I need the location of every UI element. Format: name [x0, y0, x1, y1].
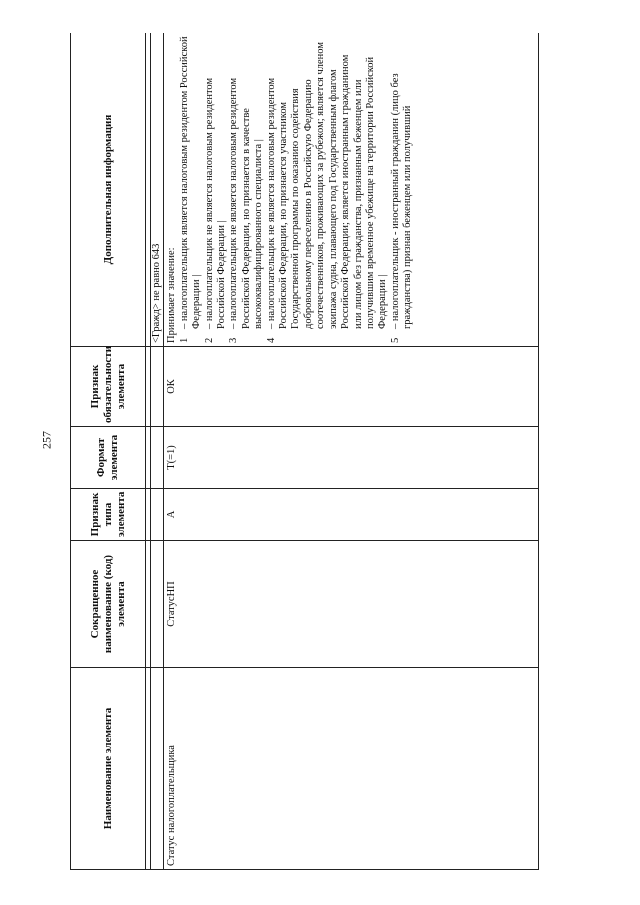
elements-table [70, 33, 539, 870]
cell-short-name: СтатусНП [164, 541, 539, 668]
table-header-row [71, 33, 146, 870]
cell-element-format: T(=1) [164, 427, 539, 489]
value-description: – налогоплательщик не является налоговым резидентом Российской Федерации | [203, 77, 228, 329]
value-code: 4 [265, 337, 277, 343]
header-element-format: Формат элемента [71, 427, 146, 489]
cell-element-name: Статус налогоплательщика [164, 668, 539, 870]
value-description: – налогоплательщик является налоговым резидентом Российской Федерации | [178, 36, 203, 329]
value-code: 2 [203, 337, 215, 343]
header-short-name: Сокращенное наименование (код) элемента [71, 541, 146, 668]
value-item [390, 36, 415, 343]
table-row [164, 33, 539, 870]
value-item [179, 36, 204, 343]
value-item [266, 36, 390, 343]
cell-required-flag: ОК [164, 347, 539, 427]
header-required-flag: Признак обязательности элемента [71, 347, 146, 427]
header-element-type: Признак типа элемента [71, 489, 146, 541]
table-sheet [70, 33, 569, 870]
value-item [228, 36, 265, 343]
value-code: 1 [178, 337, 190, 343]
rotated-table-area [70, 33, 569, 870]
value-description: – налогоплательщик - иностранный гражданин (лицо без гражданства) признан беженцем или получивший [389, 73, 414, 329]
value-description: – налогоплательщик не является налоговым резидентом Российской Федерации, но признается в качестве высококвалифицированного специалиста | [228, 77, 265, 329]
page-number: 257 [39, 431, 54, 449]
condition-text: <Гражд> не равно 643 [151, 33, 164, 347]
condition-row [151, 33, 164, 870]
header-element-name: Наименование элемента [71, 668, 146, 870]
value-item [204, 36, 229, 343]
cell-element-type: А [164, 489, 539, 541]
header-additional-info: Дополнительная информация [71, 33, 146, 347]
cell-additional-info [164, 33, 539, 347]
value-description: – налогоплательщик не является налоговым резидентом Российской Федерации, но признается участником Государственной программы по оказанию содействия добровольному переселению в Российскую Федерацию соотечественников, проживающих за рубежом; является членом экипажа судна, плавающего под Государственным флагом Российской Федерации; является иностранным гражданином или лицом без гражданства, признанным беженцем или получившим временное убежище на территории Российской Федерации | [265, 42, 389, 329]
info-intro: Принимает значение: [166, 247, 178, 343]
value-code: 5 [389, 337, 401, 343]
value-code: 3 [228, 337, 240, 343]
